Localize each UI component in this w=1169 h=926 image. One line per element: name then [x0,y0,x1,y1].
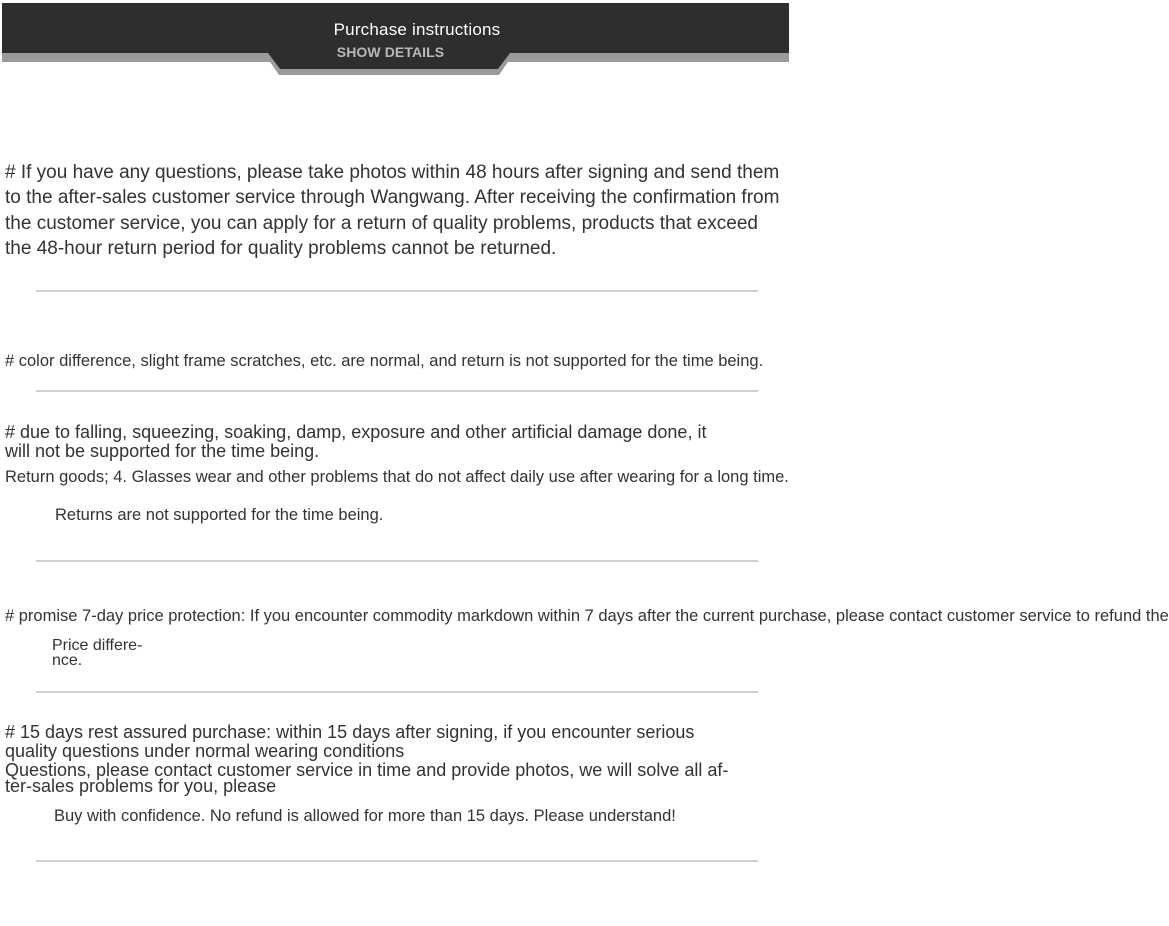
divider [36,390,758,392]
buy-confidence-notice: Buy with confidence. No refund is allowed for more than 15 days. Please understand! [54,807,676,825]
return-goods-notice: Return goods; 4. Glasses wear and other problems that do not affect daily use after wearing for a long time. [5,468,789,486]
price-difference-line1: Price differe- [52,637,143,654]
damage-notice-line1: # due to falling, squeezing, soaking, damp, exposure and other artificial damage done, it [5,422,707,442]
divider [36,860,758,862]
damage-notice-line2: will not be supported for the time being. [5,441,320,461]
returns-not-supported-notice: Returns are not supported for the time being. [55,506,384,524]
divider [36,290,758,292]
price-difference-line2: nce. [52,652,83,669]
divider [36,560,758,562]
price-protection-notice: # promise 7-day price protection: If you encounter commodity markdown within 7 days after the current purchase, please contact customer service to refund the [5,607,1169,625]
questions-line2: ter-sales problems for you, please [5,776,277,796]
show-details-label: SHOW DETAILS [336,44,445,60]
divider [36,691,758,693]
quality-return-notice: # If you have any questions, please take photos within 48 hours after signing and send them to the after-sales customer service through Wangwang. After receiving the confirmation from the customer service, you can apply for a return of quality problems, products that exceed the 48-hour return period for quality problems cannot be returned. [5,162,780,259]
color-difference-notice: # color difference, slight frame scratches, etc. are normal, and return is not supported for the time being. [5,352,764,370]
assured-purchase-line1: # 15 days rest assured purchase: within 15 days after signing, if you encounter serious [5,722,695,742]
assured-purchase-line2: quality questions under normal wearing conditions [5,741,405,761]
questions-line1: Questions, please contact customer service in time and provide photos, we will solve all af- [5,760,729,780]
page-title: Purchase instructions [333,20,501,39]
